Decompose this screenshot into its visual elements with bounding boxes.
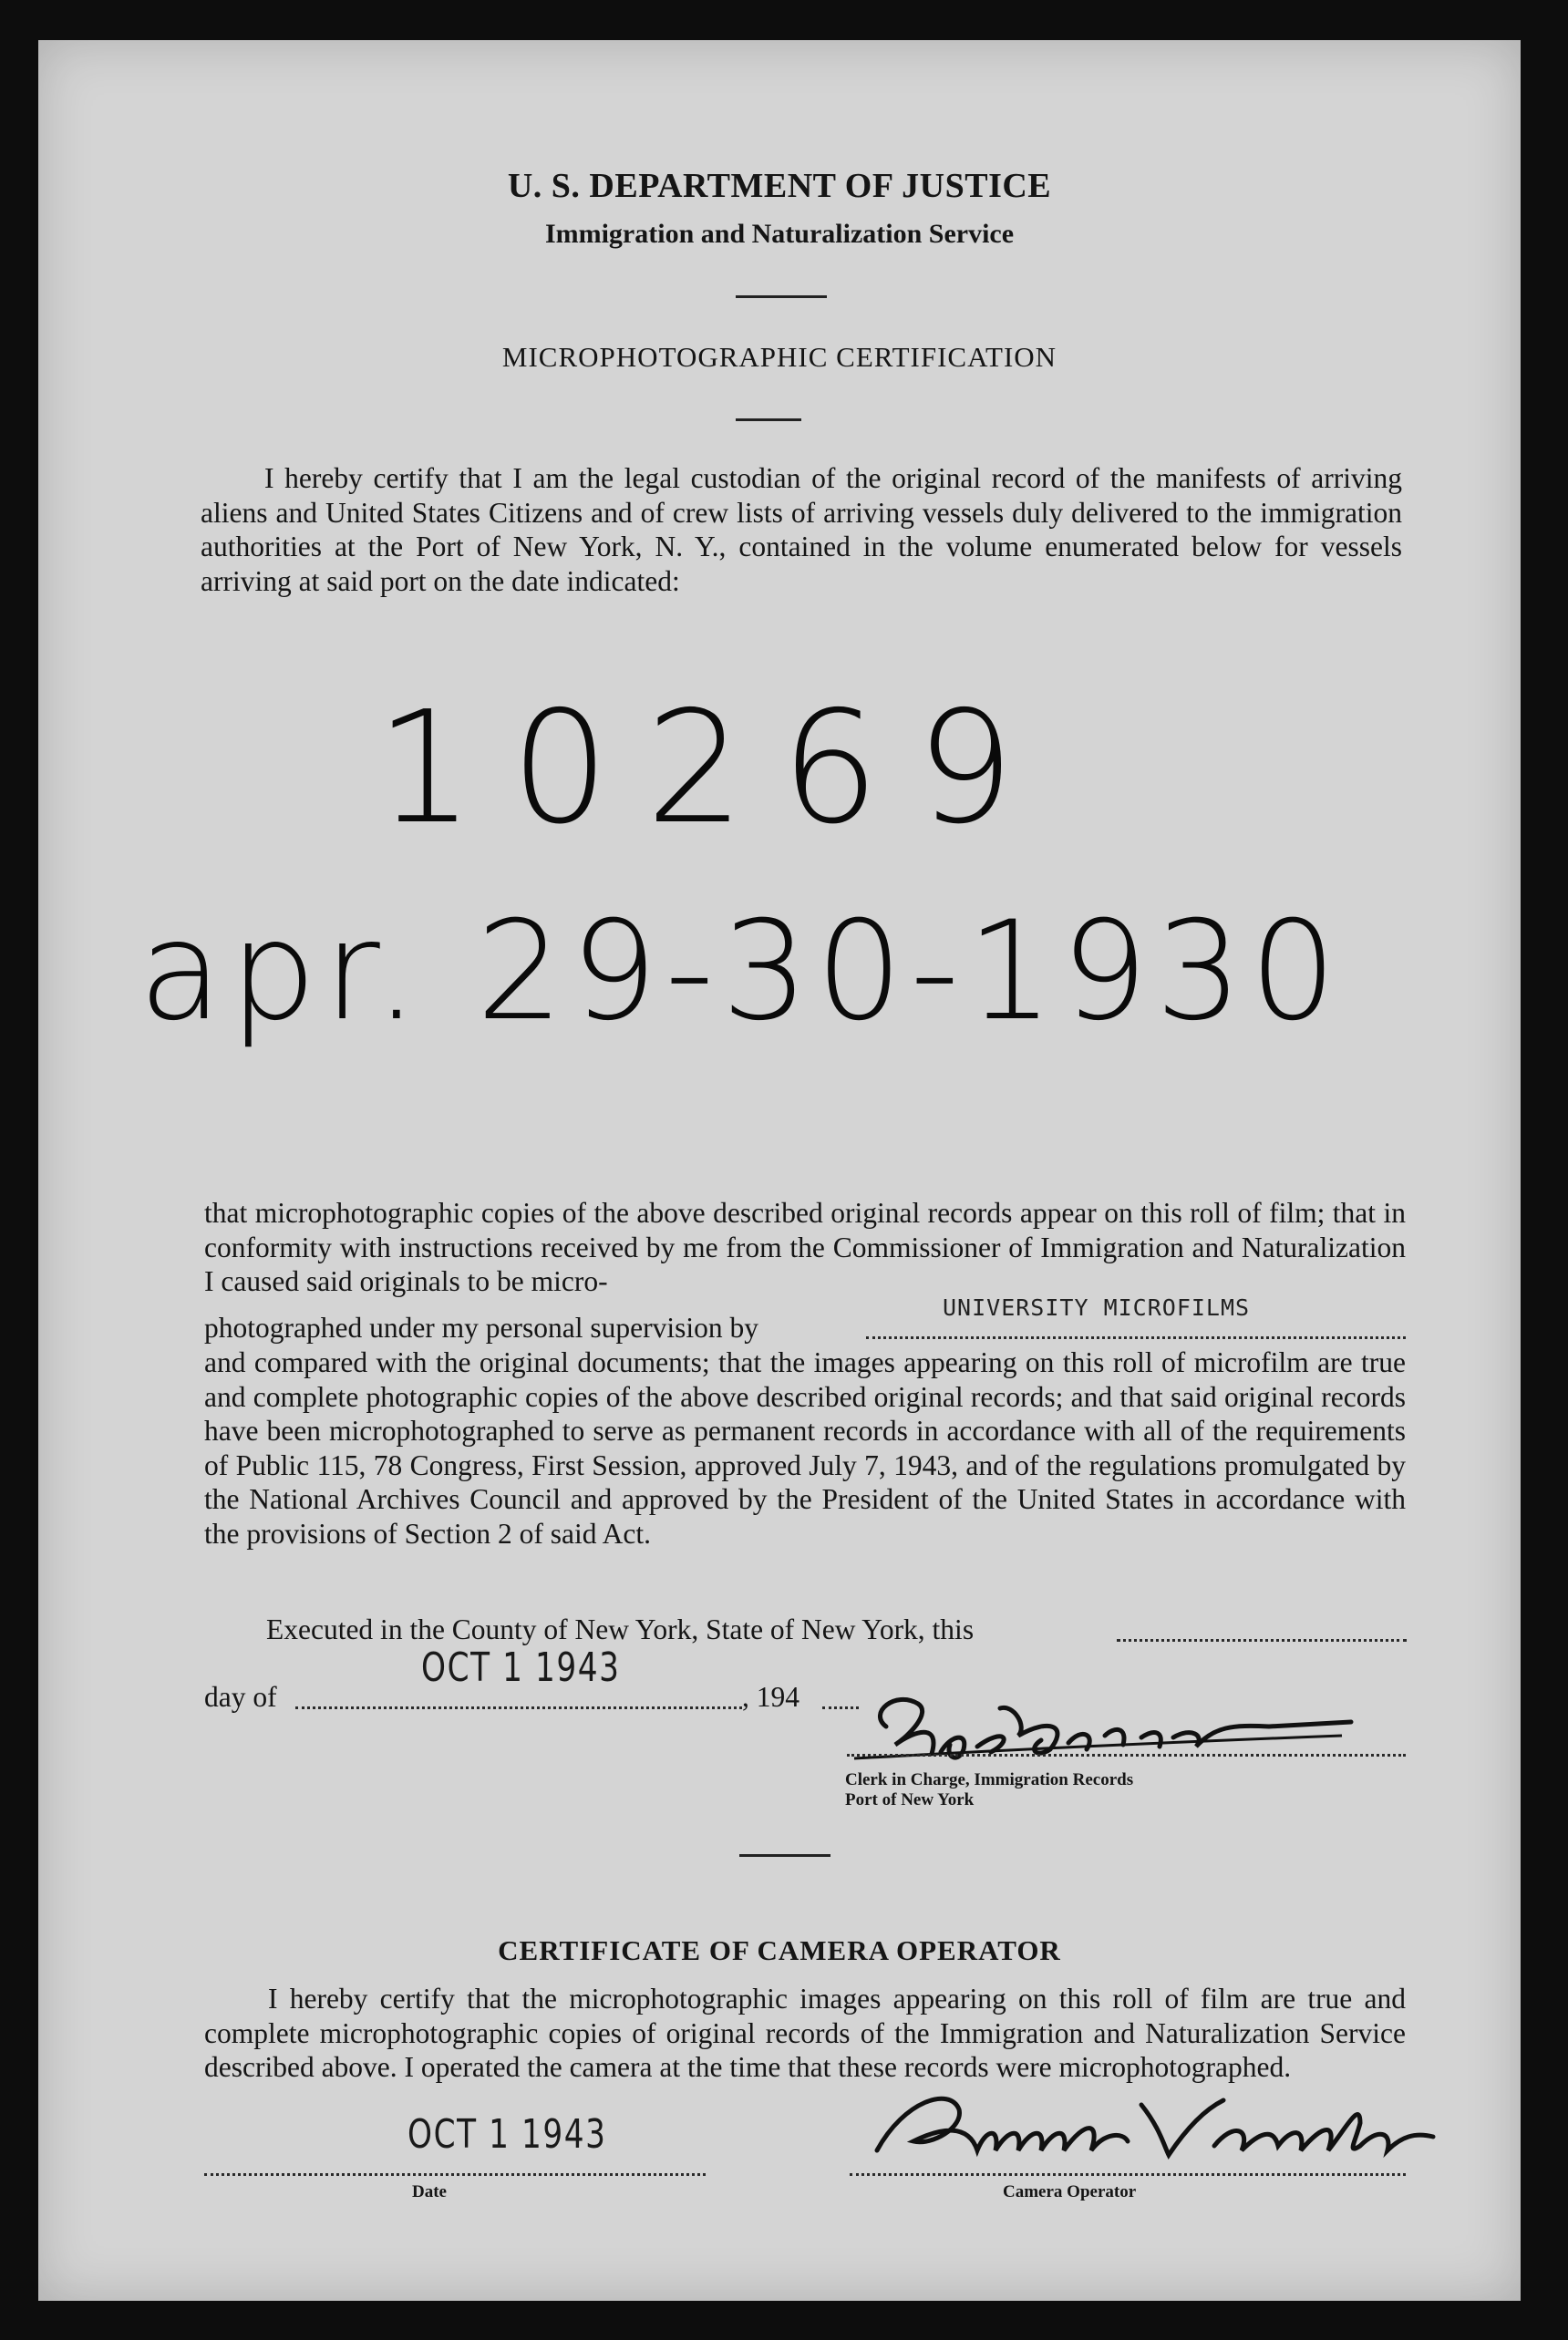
year-prefix: , 194 [742,1681,799,1713]
camera-operator-heading: CERTIFICATE OF CAMERA OPERATOR [498,1934,1061,1966]
day-of-label: day of [204,1681,277,1713]
divider-rule-1 [736,295,827,298]
supervision-prefix: photographed under my personal supervision by [204,1312,759,1344]
divider-rule-2 [736,418,801,421]
certification-heading: MICROPHOTOGRAPHIC CERTIFICATION [501,341,1057,373]
supervisor-dotted-line [866,1336,1406,1339]
camera-date-stamp: OCT 1 1943 [407,2111,607,2158]
certificate-page [38,40,1521,2301]
clerk-signature-line [847,1754,1406,1757]
clerk-title: Clerk in Charge, Immigration Records [845,1770,1134,1789]
certification-body-2: and compared with the original documents; that the images appearing on this roll of microfilm are true and complete photographic copies of the above described original records; and that said original records have been microphotographed to serve as permanent records in accordance with all of the requirements of Public 115, 78 Congress, First Session, approved July 7, 1943, and of the regulations promulgated by the National Archives Council and approved by the President of the United States in accordance with the provisions of Section 2 of said Act. [204,1346,1406,1550]
camera-operator-label: Camera Operator [1003,2182,1137,2201]
certification-body-1: that microphotographic copies of the above described original records appear on this roll of film; that in conformity with instructions received by me from the Commissioner of Immigration and Naturalization I caused said originals to be micro- [204,1197,1406,1297]
operator-signature-line [850,2173,1406,2176]
clerk-location: Port of New York [845,1790,975,1809]
service-subtitle: Immigration and Naturalization Service [544,219,1015,249]
certification-intro: I hereby certify that I am the legal custodian of the original record of the manifests of arriving aliens and United States Citizens and of crew lists of arriving vessels duly delivered to the immigration authorities at the Port of New York, N. Y., contained in the volume enumerated below for vessels arriving at said port on the date indicated: [201,462,1402,597]
date-dotted-line [204,2173,706,2176]
volume-dates: apr. 29-30-1930 [139,892,1345,1051]
supervisor-stamp: UNIVERSITY MICROFILMS [943,1294,1251,1321]
day-of-dotted-line [295,1706,742,1709]
executed-date-stamp: OCT 1 1943 [421,1644,621,1691]
camera-operator-signature [850,2073,1433,2173]
department-title: U. S. DEPARTMENT OF JUSTICE [507,167,1052,205]
divider-rule-3 [739,1854,830,1857]
clerk-signature [831,1672,1342,1781]
date-label: Date [412,2182,447,2201]
volume-number: 10269 [376,678,1051,859]
executed-dotted-line [1117,1639,1407,1642]
camera-operator-text: I hereby certify that the microphotographic images appearing on this roll of film are true and complete microphotographic copies of original records of the Immigration and Naturalization Service described above. I operated the camera at the time that these records were microphotographed. [204,1983,1406,2083]
executed-text: Executed in the County of New York, State of New York, this [266,1613,975,1645]
